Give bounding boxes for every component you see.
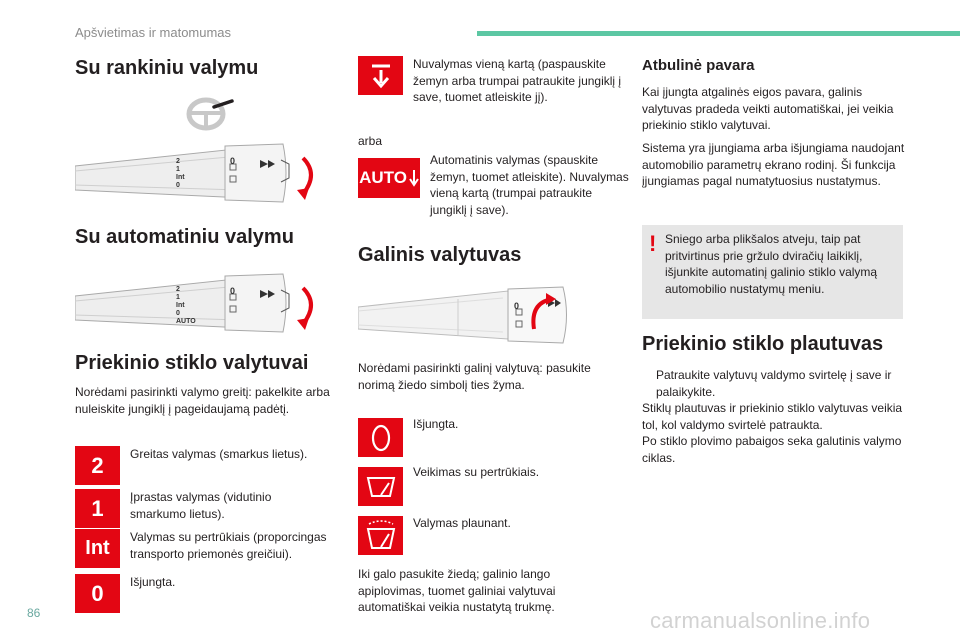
manual-wiping-title: Su rankiniu valymu: [75, 57, 259, 79]
auto-wipe-text: Automatinis valymas (spauskite žemyn, tuomet atleiskite). Nuvalymas vieną kartą (trumpai patraukite jungiklį į save).: [430, 153, 629, 217]
washer-line-2: Stiklų plautuvas ir priekinio stiklo valytuvas veikia tol, kol valdymo svirtelė patraukta.: [642, 401, 903, 432]
stalk-label-int: Int: [176, 302, 185, 309]
stalk-scale-manual: [176, 158, 185, 190]
single-wipe-text: Nuvalymas vieną kartą (paspauskite žemyn arba trumpai patraukite jungiklį į save, tuomet atleiskite jį).: [413, 57, 622, 104]
front-wipers-intro: Norėdami pasirinkti valymo greitį: pakelkite arba nuleiskite jungiklį į pageidaujamą padėtį.: [75, 385, 330, 416]
auto-wipe-badge: [358, 158, 420, 198]
rear-wiper-intro: Norėdami pasirinkti galinį valytuvą: pasukite norimą žiedo simbolį ties žyma.: [358, 361, 591, 392]
speed-badge-2: 2: [75, 446, 120, 485]
washer-text: [642, 367, 912, 466]
rear-ring-zero: 0: [514, 301, 520, 311]
single-wipe-down-arrow-icon: [358, 56, 403, 95]
running-header: Apšvietimas ir matomumas: [75, 25, 232, 40]
speed-text-int: Valymas su pertrūkiais (proporcingas transporto priemonės greičiui).: [130, 530, 327, 561]
speed-text-1: Įprastas valymas (vidutinio smarkumo lietus).: [130, 490, 272, 521]
stalk-ring-zero: 0: [230, 156, 236, 166]
wiper-stalk-auto-illustration: [75, 268, 330, 346]
rear-mode-wash-text: Valymas plaunant.: [413, 516, 511, 530]
stalk-label-int: Int: [176, 174, 185, 181]
speed-text-0: Išjungta.: [130, 575, 176, 589]
wiper-stalk-manual-illustration: [75, 138, 330, 216]
speed-badge-int: Int: [75, 529, 120, 568]
washer-title: Priekinio stiklo plautuvas: [642, 333, 884, 355]
washer-bullet-item: [642, 367, 912, 400]
stalk-label-auto: AUTO: [176, 318, 196, 325]
auto-badge-label: AUTO: [359, 168, 407, 187]
washer-bullet-icon: [642, 367, 656, 400]
intermittent-wiper-icon: [358, 467, 403, 506]
wash-wipe-icon: [358, 516, 403, 555]
stalk-scale-auto: [176, 286, 196, 326]
stalk-ring-zero: 0: [230, 286, 236, 296]
ring-off-icon: [358, 418, 403, 457]
watermark: carmanualsonline.info: [650, 608, 871, 633]
speed-badge-0: 0: [75, 574, 120, 613]
rear-mode-intermittent-text: Veikimas su pertrūkiais.: [413, 465, 540, 479]
washer-line-3: Po stiklo plovimo pabaigos seka galutinis valymo ciklas.: [642, 434, 902, 465]
or-text: arba: [358, 134, 383, 148]
steering-wheel-icon: [186, 97, 236, 131]
rear-mode-off-text: Išjungta.: [413, 417, 459, 431]
washer-line-1: Patraukite valytuvų valdymo svirtelę į save ir palaikykite.: [656, 368, 892, 399]
rear-wiper-title: Galinis valytuvas: [358, 244, 522, 266]
header-accent-bar: [477, 31, 960, 36]
speed-text-2: Greitas valymas (smarkus lietus).: [130, 447, 308, 461]
down-arrow-icon: [409, 169, 419, 187]
warning-text: Sniego arba plikšalos atveju, taip pat pritvirtinus prie gržulo dviračių laikiklį, išjunkite automatinį galinio stiklo valymą automobilio nustatymų meniu.: [665, 232, 878, 296]
stalk-label-2: 2: [176, 158, 180, 165]
stalk-label-0: 0: [176, 182, 180, 189]
stalk-label-1: 1: [176, 294, 180, 301]
reverse-gear-p2: Sistema yra įjungiama arba išjungiama naudojant automobilio parametrų ekrano rodinį. Ši funkcija įjungiamas pagal numatytuosius nustatymus.: [642, 141, 905, 188]
page-number: 86: [27, 606, 41, 620]
reverse-gear-p1: Kai įjungta atgalinės eigos pavara, galinis valytuvas pradeda veikti automatiškai, jei veikia priekinio stiklo valytuvai.: [642, 85, 894, 132]
auto-wiping-title: Su automatiniu valymu: [75, 226, 294, 248]
stalk-label-2: 2: [176, 286, 180, 293]
warning-icon: !: [649, 231, 657, 256]
front-wipers-title: Priekinio stiklo valytuvai: [75, 352, 309, 374]
speed-badge-1: 1: [75, 489, 120, 528]
stalk-label-0: 0: [176, 310, 180, 317]
reverse-gear-title: Atbulinė pavara: [642, 57, 755, 74]
rear-wiper-stalk-illustration: [358, 285, 598, 345]
stalk-label-1: 1: [176, 166, 180, 173]
rear-wiper-outro: Iki galo pasukite žiedą; galinio lango apiplovimas, tuomet galiniai valytuvai automatiškai veikia nustatytą trukmę.: [358, 567, 556, 614]
